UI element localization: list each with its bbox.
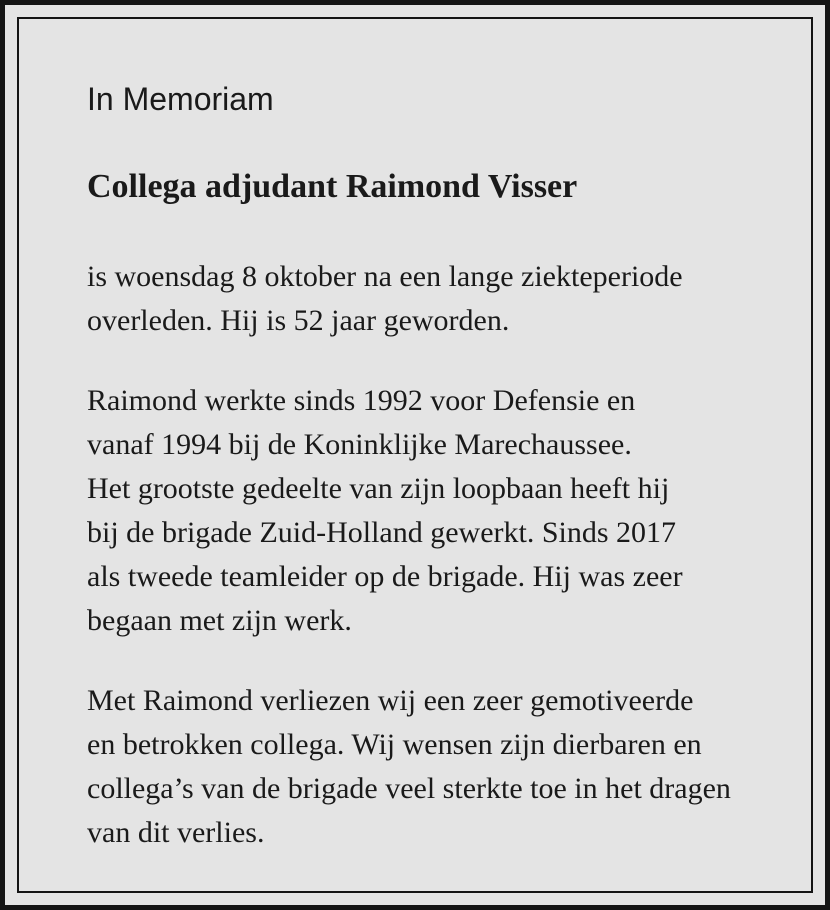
- text-line: bij de brigade Zuid-Holland gewerkt. Sinds 2017: [87, 516, 677, 549]
- text-line: begaan met zijn werk.: [87, 604, 352, 637]
- in-memoriam-heading: In Memoriam: [87, 81, 274, 117]
- notice-content: [19, 19, 811, 891]
- text-line: Het grootste gedeelte van zijn loopbaan heeft hij: [87, 472, 670, 505]
- text-line: en betrokken collega. Wij wensen zijn dierbaren en: [87, 728, 702, 761]
- obituary-title: Collega adjudant Raimond Visser: [87, 168, 578, 205]
- text-line: is woensdag 8 oktober na een lange ziekteperiode: [87, 260, 683, 293]
- obituary-paragraph-2: [87, 379, 771, 643]
- obituary-paragraph-3: [87, 679, 771, 855]
- text-line: Met Raimond verliezen wij een zeer gemotiveerde: [87, 684, 694, 717]
- text-line: overleden. Hij is 52 jaar geworden.: [87, 304, 510, 337]
- obituary-paragraph-1: [87, 255, 771, 343]
- text-line: Raimond werkte sinds 1992 voor Defensie en: [87, 384, 636, 417]
- text-line: als tweede teamleider op de brigade. Hij was zeer: [87, 560, 683, 593]
- text-line: vanaf 1994 bij de Koninklijke Marechaussee.: [87, 428, 632, 461]
- text-line: collega’s van de brigade veel sterkte toe in het dragen: [87, 772, 731, 805]
- text-line: van dit verlies.: [87, 816, 265, 849]
